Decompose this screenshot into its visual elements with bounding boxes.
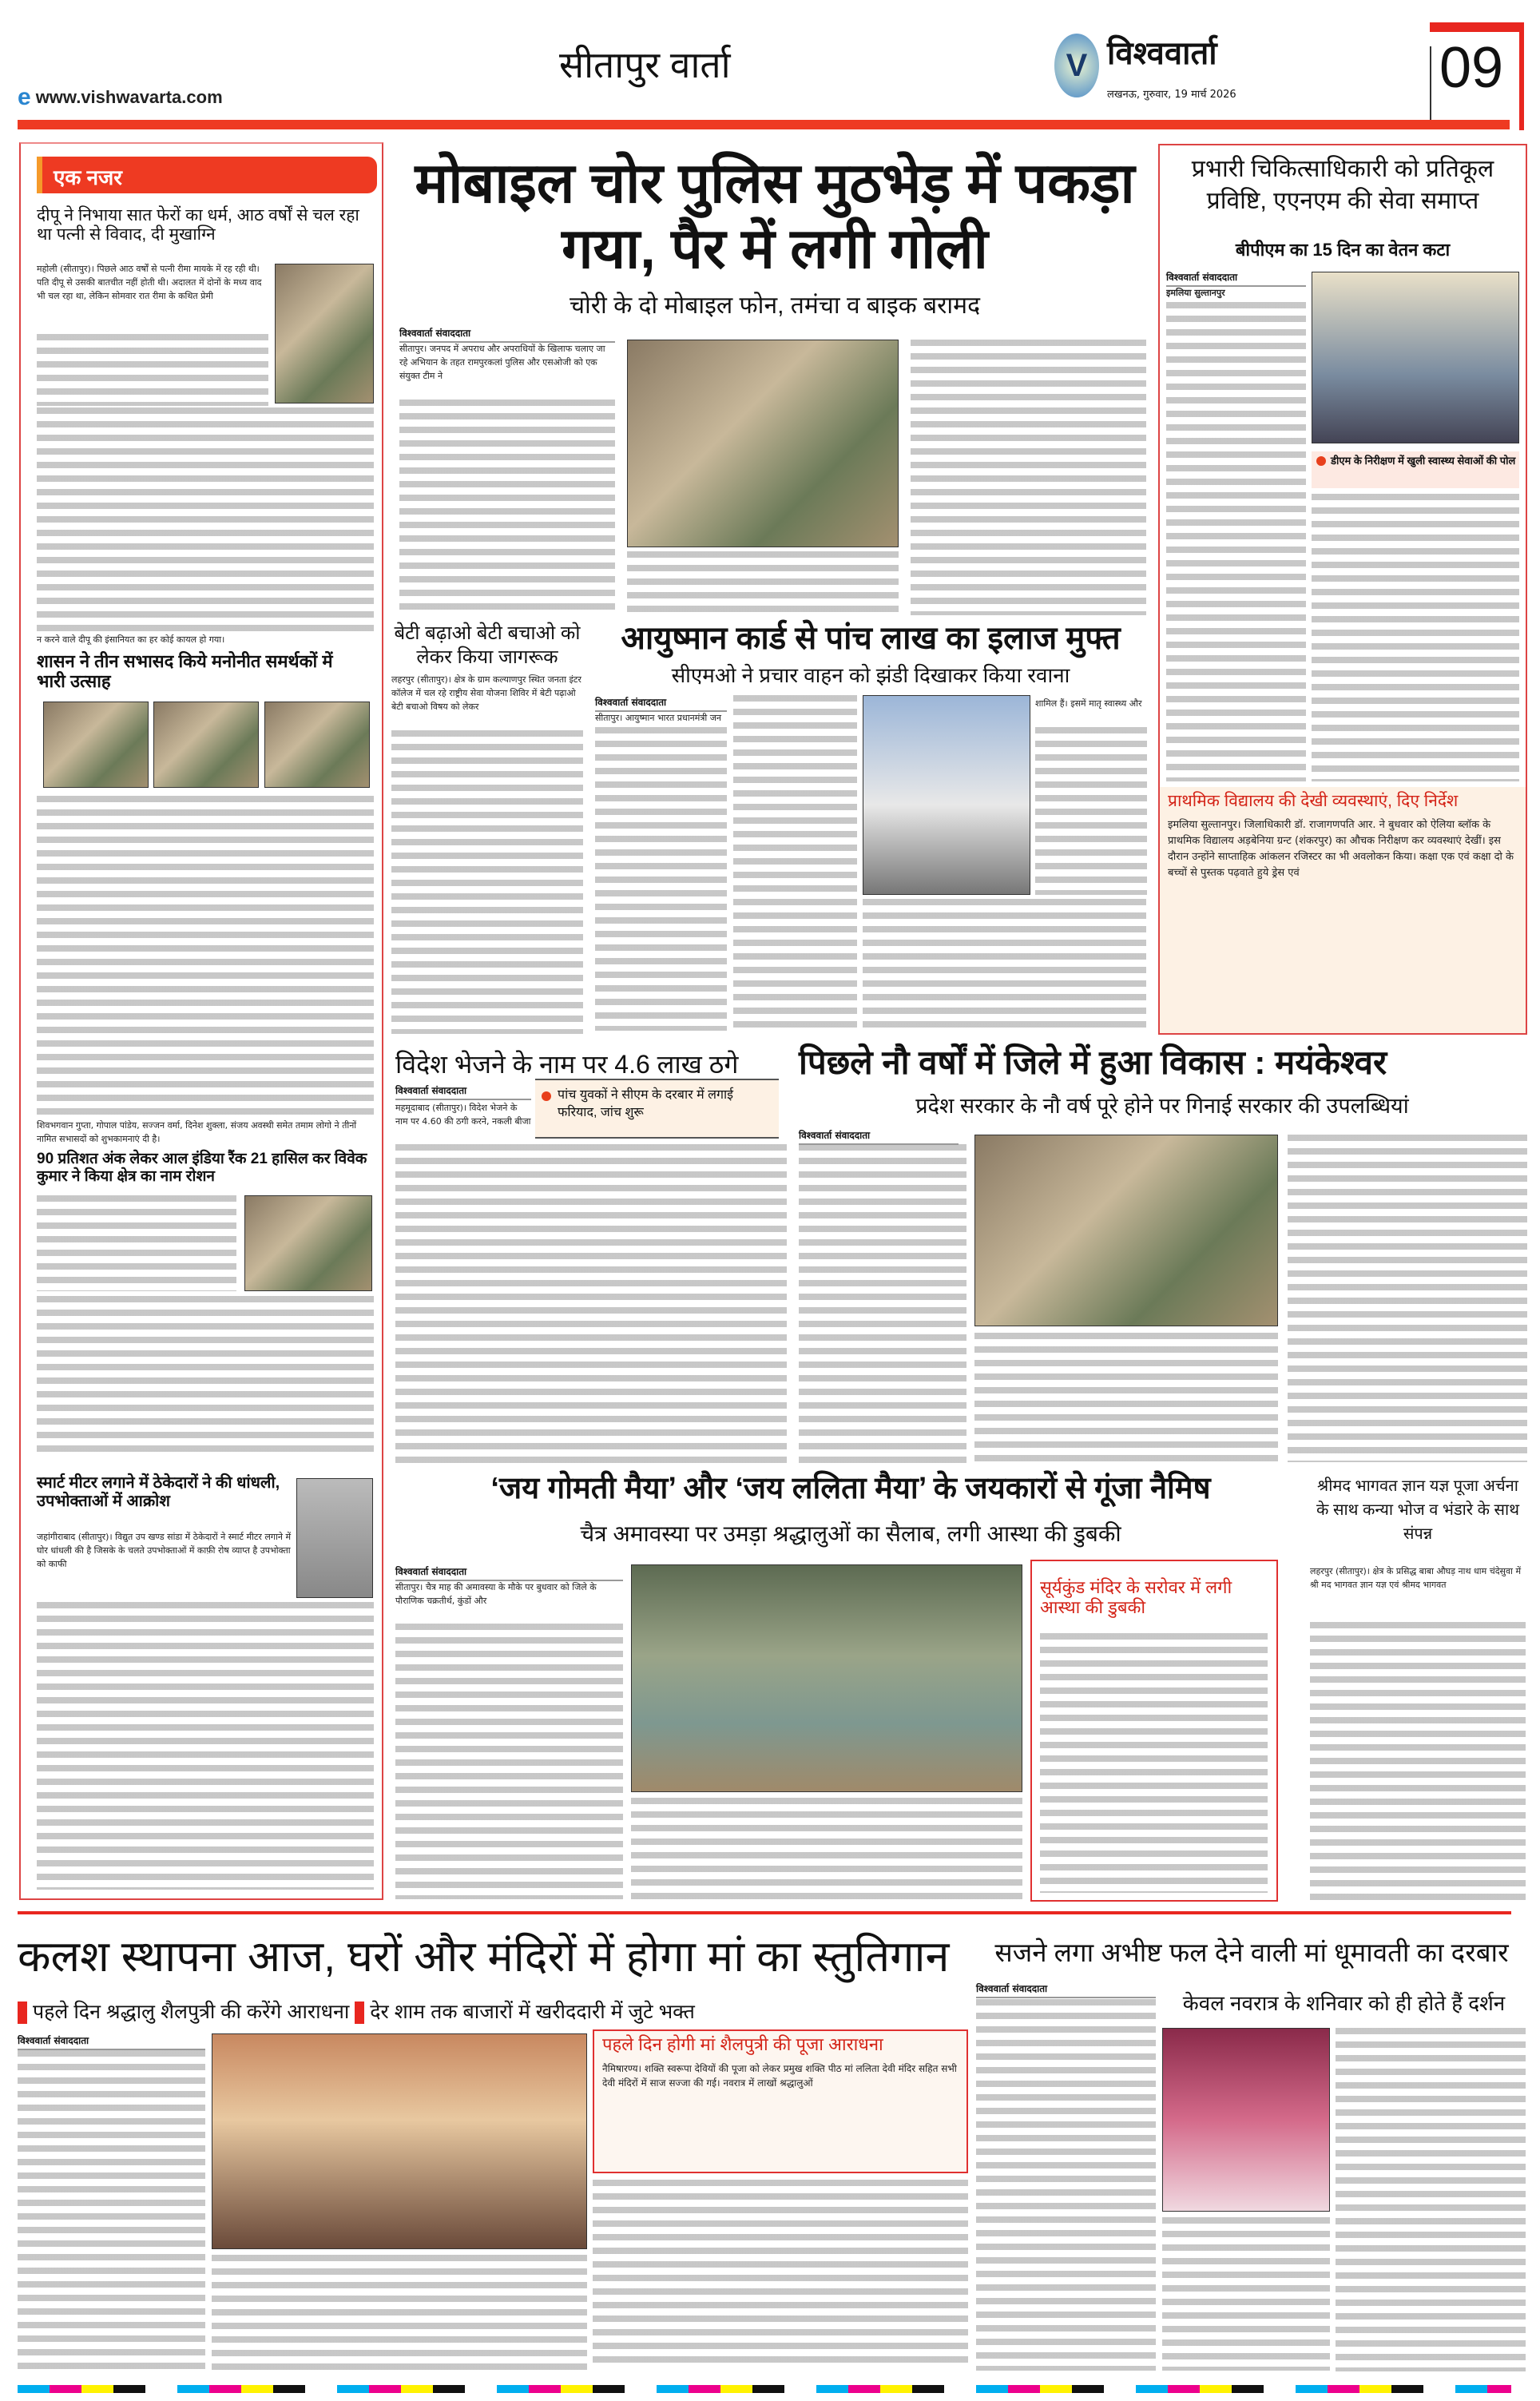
- temple-photo: [1162, 2028, 1330, 2212]
- story-lead: सीतापुर। चैत्र माह की अमावस्या के मौके पर बुधवार को जिले के पौराणिक चक्रतीर्थ, कुंडों और: [395, 1582, 597, 1606]
- story-headline: प्रभारी चिकित्साधिकारी को प्रतिकूल प्रविष्टि, एएनएम की सेवा समाप्त: [1191, 156, 1494, 214]
- article-body-text: [212, 2255, 587, 2371]
- story-headline: दीपू ने निभाया सात फेरों का धर्म, आठ वर्षों से चल रहा था पत्नी से विवाद, दी मुखाग्नि: [37, 206, 359, 244]
- side-box: [1030, 1560, 1278, 1902]
- article-body-text: [976, 1999, 1156, 2371]
- story-subhead: बीपीएम का 15 दिन का वेतन कटा: [1235, 240, 1451, 260]
- article-body-text: [799, 1144, 966, 1464]
- ceremony-photo: [974, 1135, 1278, 1326]
- police-encounter-photo: [627, 340, 899, 547]
- article-body-text: [911, 340, 1146, 615]
- article-body-text: [37, 1602, 374, 1890]
- story-lead: लहरपुर (सीतापुर)। क्षेत्र के प्रसिद्ध बाबा औघड़ नाथ धाम चंदेसुवा में श्री मद भागवत ज्ञान यज्ञ एवं श्रीमद भागवत: [1310, 1566, 1522, 1590]
- byline: विश्ववार्ता संवाददाता: [399, 326, 615, 343]
- story-headline: पिछले नौ वर्षों में जिले में हुआ विकास : मयंकेश्वर: [799, 1043, 1387, 1081]
- box-lead: नैमिषारण्य। शक्ति स्वरूपा देवियों की पूजा को लेकर प्रमुख शक्ति पीठ मां ललिता देवी मंदिर सहित सभी देवी मंदिरों में साज सज्जा की गई। नवरात्र में लाखों श्रद्धालुओं: [602, 2063, 957, 2089]
- inspection-photo: [1312, 272, 1519, 443]
- story-lead: महमूदाबाद (सीतापुर)। विदेश भेजने के नाम पर 4.60 की ठगी करने, नकली बीजा: [395, 1103, 531, 1127]
- story-headline: 90 प्रतिशत अंक लेकर आल इंडिया रैंक 21 हासिल कर विवेक कुमार ने किया क्षेत्र का नाम रोशन: [37, 1151, 367, 1185]
- dateline: लखनऊ, गुरुवार, 19 मार्च 2026: [1107, 89, 1236, 101]
- smart-meter-photo: [296, 1478, 373, 1598]
- section-tag-label: एक नजर: [54, 165, 122, 189]
- story-lead: सीतापुर। आयुष्मान भारत प्रधानमंत्री जन: [595, 713, 722, 723]
- red-square-icon: [18, 2001, 27, 2024]
- website-link[interactable]: e www.vishwavarta.com: [18, 84, 223, 110]
- browser-e-icon: e: [18, 84, 31, 110]
- story-subhead: सीएमओ ने प्रचार वाहन को झंडी दिखाकर किया रवाना: [671, 663, 1070, 687]
- article-body-text: [1040, 1633, 1268, 1893]
- article-body-text: [1310, 1622, 1526, 1900]
- article-body-text: [18, 2050, 205, 2370]
- article-body-text: [593, 2180, 968, 2370]
- story-headline: कलश स्थापना आज, घरों और मंदिरों में होगा मां का स्तुतिगान: [18, 1933, 950, 1981]
- story-headline: विदेश भेजने के नाम पर 4.6 लाख ठगे: [395, 1050, 739, 1079]
- brand-logo-icon: V: [1054, 34, 1099, 97]
- article-body-text: [1035, 727, 1147, 895]
- article-body-text: [595, 727, 727, 1031]
- article-body-text: [37, 334, 268, 406]
- story-subheads: [18, 1998, 976, 2025]
- article-body-text: [1162, 2217, 1330, 2371]
- article-body-text: [395, 1144, 787, 1464]
- side-box: [593, 2029, 968, 2173]
- left-column: [19, 142, 383, 1900]
- section-title: सीतापुर वार्ता: [559, 44, 731, 85]
- story-lead: महोली (सीतापुर)। पिछले आठ वर्षों से पत्नी रीमा मायके में रह रही थी। पति दीपू से उसकी बातचीत नहीं होती थी। अदालत में दोनों के मध्य वाद भी चल रहा था, लेकिन सोमवार रात रीमा के कथित प्रेमी: [37, 264, 262, 301]
- article-body-text: [37, 1296, 374, 1456]
- story-lead: इमलिया सुल्तानपुर। जिलाधिकारी डॉ. राजागणपति आर. ने बुधवार को ऐलिया ब्लॉक के प्राथमिक विद्यालय अड़बेनिया ग्रन्ट (शंकरपुर) का औचक निरीक्षण कर व्यवस्थाएं देखीं। इस दौरान उन्होंने साप्ताहिक आंकलन रजिस्टर का भी अवलोकन किया। कक्षा एक एवं कक्षा दो के बच्चों से पुस्तक पढ़वाते हुये ड्रेस एवं: [1168, 819, 1514, 879]
- article-body-text: [974, 1333, 1278, 1465]
- page-number-box: [1430, 22, 1524, 130]
- masthead: [0, 0, 1540, 136]
- article-body-text: [1288, 1135, 1527, 1462]
- story-end: न करने वाले दीपू की इंसानियत का हर कोई कायल हो गया।: [37, 634, 225, 645]
- section-rule: [18, 1911, 1511, 1914]
- article-body-text: [631, 1798, 1022, 1900]
- highlight-text: डीएम के निरीक्षण में खुली स्वास्थ्य सेवाओं की पोल: [1331, 455, 1516, 467]
- article-body-text: [733, 695, 857, 1031]
- article-body-text: [1336, 2028, 1526, 2371]
- byline: विश्ववार्ता संवाददाता: [595, 695, 727, 712]
- student-photo: [244, 1195, 372, 1291]
- byline: विश्ववार्ता संवाददाता: [1166, 270, 1306, 287]
- page-number: 09: [1439, 36, 1504, 100]
- article-body-text: [863, 899, 1146, 1031]
- article-body-text: [391, 730, 583, 1034]
- highlight-box: [1312, 451, 1519, 488]
- byline: विश्ववार्ता संवाददाता: [976, 1982, 1156, 1998]
- byline: विश्ववार्ता संवाददाता: [18, 2033, 205, 2050]
- story-photo: [275, 264, 374, 403]
- article-body-text: [399, 400, 615, 615]
- campaign-vehicle-photo: [863, 695, 1030, 895]
- byline: विश्ववार्ता संवाददाता: [395, 1083, 531, 1100]
- subhead-1: पहले दिन श्रद्धालु शैलपुत्री की करेंगे आराधना: [32, 2001, 350, 2023]
- byline: विश्ववार्ता संवाददाता: [395, 1564, 623, 1581]
- byline: विश्ववार्ता संवाददाता: [799, 1128, 959, 1145]
- story-headline: सजने लगा अभीष्ट फल देने वाली मां धूमावती का दरबार: [994, 1938, 1509, 1967]
- person-photo: [43, 702, 149, 788]
- story-end: शिवभगवान गुप्ता, गोपाल पांडेय, सज्जन वर्मा, दिनेश शुक्ला, संजय अवस्थी समेत तमाम लोगो ने तीनों नामित सभासदों को शुभकामनाएं दी है।: [37, 1120, 357, 1144]
- article-body-text: [37, 796, 374, 1115]
- pull-quote-text: पांच युवकों ने सीएम के दरबार में लगाई फरियाद, जांच शुरू: [558, 1088, 733, 1119]
- story-headline: प्राथमिक विद्यालय की देखी व्यवस्थाएं, दिए निर्देश: [1168, 792, 1459, 810]
- story-subhead: चैत्र अमावस्या पर उमड़ा श्रद्धालुओं का सैलाब, लगी आस्था की डुबकी: [580, 1521, 1121, 1546]
- market-photo: [212, 2033, 587, 2249]
- story-col-text: शामिल हैं। इसमें मातृ स्वास्थ्य और: [1035, 698, 1142, 709]
- story-lead: लहरपुर (सीतापुर)। क्षेत्र के ग्राम कल्याणपुर स्थित जनता इंटर कॉलेज में चल रहे राष्ट्रीय सेवा योजना शिविर में बेटी पढ़ाओ बेटी बचाओ विषय को लेकर: [391, 674, 581, 712]
- article-body-text: [37, 1195, 236, 1291]
- box-headline: सूर्यकुंड मंदिर के सरोवर में लगी आस्था की डुबकी: [1040, 1577, 1232, 1618]
- pull-quote-box: [535, 1079, 779, 1139]
- story-headline: श्रीमद भागवत ज्ञान यज्ञ पूजा अर्चना के साथ कन्या भोज व भंडारे के साथ संपन्न: [1316, 1477, 1519, 1543]
- article-body-text: [395, 1624, 623, 1899]
- brand-name: विश्ववार्ता: [1107, 36, 1217, 71]
- story-lead: जहांगीराबाद (सीतापुर)। विद्युत उप खण्ड सांडा में ठेकेदारों ने स्मार्ट मीटर लगाने में घोर धांधली की है जिसके के चलते उपभोक्ताओं में काफ़ी रोष व्याप्त है उपभोक्ता को काफी: [37, 1532, 292, 1569]
- bullet-icon: [1316, 456, 1326, 466]
- pilgrims-pond-photo: [631, 1564, 1022, 1792]
- story-headline: आयुष्मान कार्ड से पांच लाख का इलाज मुफ्त: [621, 621, 1121, 656]
- story-headline: बेटी बढ़ाओ बेटी बचाओ को लेकर किया जागरूक: [394, 622, 581, 668]
- lead-headline: मोबाइल चोर पुलिस मुठभेड़ में पकड़ा गया, पैर में लगी गोली: [415, 152, 1135, 280]
- article-body-text: [37, 407, 374, 631]
- red-square-icon: [355, 2001, 364, 2024]
- color-registration-bar: [18, 2385, 1511, 2393]
- lead-subhead: चोरी के दो मोबाइल फोन, तमंचा व बाइक बरामद: [569, 292, 981, 319]
- subhead-2: देर शाम तक बाजारों में खरीददारी में जुटे भक्त: [370, 2001, 695, 2023]
- article-body-text: [627, 551, 899, 615]
- story-subhead: केवल नवरात्र के शनिवार को ही होते हैं दर्शन: [1182, 1991, 1506, 2015]
- divider: [1430, 46, 1431, 122]
- box-headline: पहले दिन होगी मां शैलपुत्री की पूजा आराधना: [602, 2034, 883, 2054]
- school-box: [1158, 787, 1527, 1035]
- bullet-icon: [542, 1091, 551, 1101]
- article-body-text: [1312, 494, 1519, 781]
- article-body-text: [1166, 302, 1306, 781]
- story-headline: ‘जय गोमती मैया’ और ‘जय ललिता मैया’ के जयकारों से गूंजा नैमिष: [490, 1472, 1211, 1505]
- story-lead: सीतापुर। जनपद में अपराध और अपराधियों के खिलाफ चलाए जा रहे अभियान के तहत रामपुरकलां पुलिस और एसओजी को एक संयुक्त टीम ने: [399, 344, 605, 381]
- header-rule: [18, 120, 1510, 129]
- section-tag: [37, 157, 377, 193]
- dateline-place: इमलिया सुल्तानपुर: [1166, 288, 1225, 298]
- story-subhead: प्रदेश सरकार के नौ वर्ष पूरे होने पर गिनाई सरकार की उपलब्धियां: [915, 1094, 1409, 1118]
- person-photo: [264, 702, 370, 788]
- story-headline: स्मार्ट मीटर लगाने में ठेकेदारों ने की धांधली, उपभोक्ताओं में आक्रोश: [37, 1474, 280, 1510]
- person-photo: [153, 702, 259, 788]
- story-headline: शासन ने तीन सभासद किये मनोनीत समर्थकों में भारी उत्साह: [37, 651, 333, 692]
